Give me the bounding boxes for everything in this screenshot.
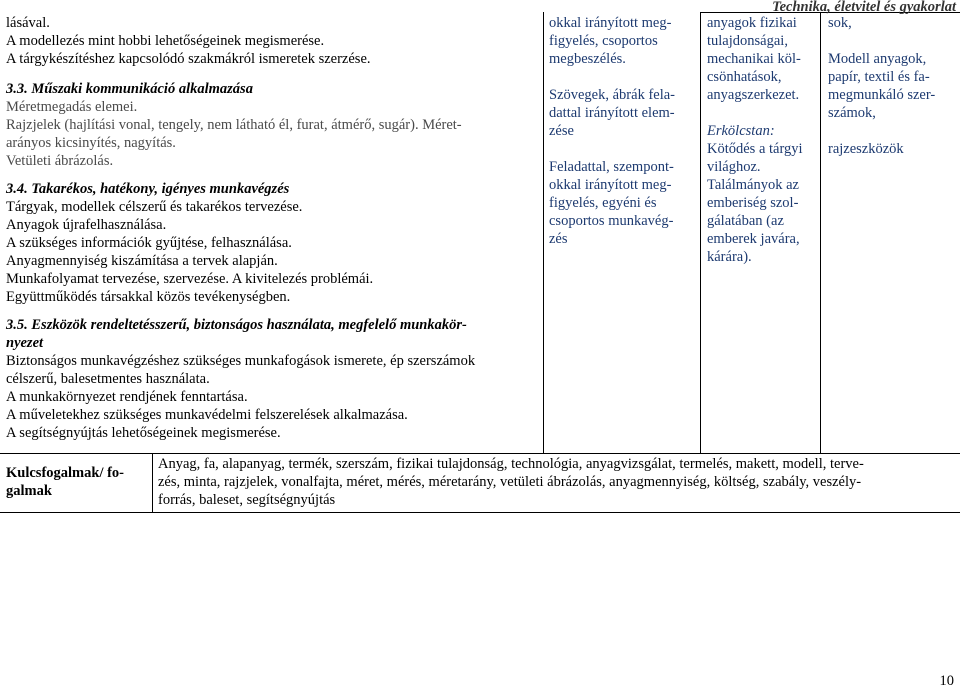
text-line: A munkakörnyezet rendjének fenntartása. <box>6 389 248 405</box>
text-line: Találmányok az <box>707 177 799 193</box>
text-line: tulajdonságai, <box>707 33 788 49</box>
text-line: megbeszélés. <box>549 51 626 67</box>
text-line: anyagszerkezet. <box>707 87 800 103</box>
text-line: Együttműködés társakkal közös tevékenységben. <box>6 289 291 305</box>
text-line: Szövegek, ábrák fela- <box>549 87 676 103</box>
text-line: Feladattal, szempont- <box>549 159 674 175</box>
text-line: számok, <box>828 105 876 121</box>
text-line: világhoz. <box>707 159 761 175</box>
text-line: gálatában (az <box>707 213 784 229</box>
text-line: csoportos munkavég- <box>549 213 674 229</box>
text-line: zés <box>549 231 568 247</box>
keywords-top-border <box>0 453 960 454</box>
text-line: A tárgykészítéshez kapcsolódó szakmákról ismeretek szerzése. <box>6 51 371 67</box>
text-line: Vetületi ábrázolás. <box>6 153 114 169</box>
keywords-text-line: forrás, baleset, segítségnyújtás <box>158 492 336 508</box>
keywords-label <box>6 464 124 500</box>
text-line: Méretmegadás elemei. <box>6 99 138 115</box>
text-line: megmunkáló szer- <box>828 87 936 103</box>
text-line: célszerű, balesetmentes használata. <box>6 371 210 387</box>
text-line: emberiség szol- <box>707 195 799 211</box>
text-line: lásával. <box>6 15 50 31</box>
text-line: Anyagok újrafelhasználása. <box>6 217 167 233</box>
text-line: A segítségnyújtás lehetőségeinek megismerése. <box>6 425 281 441</box>
text-line: Tárgyak, modellek célszerű és takarékos tervezése. <box>6 199 303 215</box>
ethics-label: Erkölcstan: <box>707 123 775 139</box>
content-column <box>6 14 475 442</box>
text-line: zése <box>549 123 574 139</box>
text-line: anyagok fizikai <box>707 15 797 31</box>
keywords-label-line: Kulcsfogalmak/ fo- <box>6 465 125 481</box>
section-heading-3-5: 3.5. Eszközök rendeltetésszerű, biztonságos használata, megfelelő munkakör- <box>6 317 467 333</box>
keywords-bottom-border <box>0 512 960 513</box>
text-line: figyelés, csoportos <box>549 33 658 49</box>
text-line: okkal irányított meg- <box>549 15 672 31</box>
text-line: rajzeszközök <box>828 141 904 157</box>
text-line: papír, textil és fa- <box>828 69 930 85</box>
column-divider-1 <box>543 12 544 453</box>
text-line: Rajzjelek (hajlítási vonal, tengely, nem látható él, furat, átmérő, sugár). Méret- <box>6 117 462 133</box>
column-divider-2 <box>700 12 701 453</box>
keywords-text-line: Anyag, fa, alapanyag, termék, szerszám, fizikai tulajdonság, technológia, anyagvizsgálat, termelés, makett, modell, terve- <box>158 456 864 472</box>
keywords-text <box>158 455 864 509</box>
section-heading-3-5-cont: nyezet <box>6 335 44 351</box>
text-line: csönhatások, <box>707 69 782 85</box>
text-line: dattal irányított elem- <box>549 105 675 121</box>
text-line: emberek javára, <box>707 231 800 247</box>
text-line: A modellezés mint hobbi lehetőségeinek megismerése. <box>6 33 325 49</box>
document-header-title: Technika, életvitel és gyakorlat <box>772 0 956 15</box>
connections-column <box>707 14 803 266</box>
keywords-divider <box>152 453 153 512</box>
text-line: Anyagmennyiség kiszámítása a tervek alapján. <box>6 253 278 269</box>
page-number: 10 <box>939 673 954 689</box>
tools-column <box>828 14 935 158</box>
column-divider-3 <box>820 12 821 453</box>
text-line: Munkafolyamat tervezése, szervezése. A kivitelezés problémái. <box>6 271 374 287</box>
keywords-label-line: galmak <box>6 483 52 499</box>
section-heading-3-3: 3.3. Műszaki kommunikáció alkalmazása <box>6 81 253 97</box>
text-line: kárára). <box>707 249 752 265</box>
text-line: figyelés, egyéni és <box>549 195 657 211</box>
text-line: Biztonságos munkavégzéshez szükséges munkafogások ismerete, ép szerszámok <box>6 353 476 369</box>
text-line: Kötődés a tárgyi <box>707 141 803 157</box>
text-line: Modell anyagok, <box>828 51 927 67</box>
keywords-text-line: zés, minta, rajzjelek, vonalfajta, méret, mérés, méretarány, vetületi ábrázolás, anyagmennyiség, költség, szabály, veszély- <box>158 474 862 490</box>
text-line: A szükséges információk gyűjtése, felhasználása. <box>6 235 292 251</box>
text-line: okkal irányított meg- <box>549 177 672 193</box>
text-line: A műveletekhez szükséges munkavédelmi felszerelések alkalmazása. <box>6 407 408 423</box>
section-heading-3-4: 3.4. Takarékos, hatékony, igényes munkavégzés <box>6 181 290 197</box>
text-line: mechanikai köl- <box>707 51 801 67</box>
text-line: sok, <box>828 15 852 31</box>
text-line: arányos kicsinyítés, nagyítás. <box>6 135 176 151</box>
methods-column <box>549 14 675 248</box>
